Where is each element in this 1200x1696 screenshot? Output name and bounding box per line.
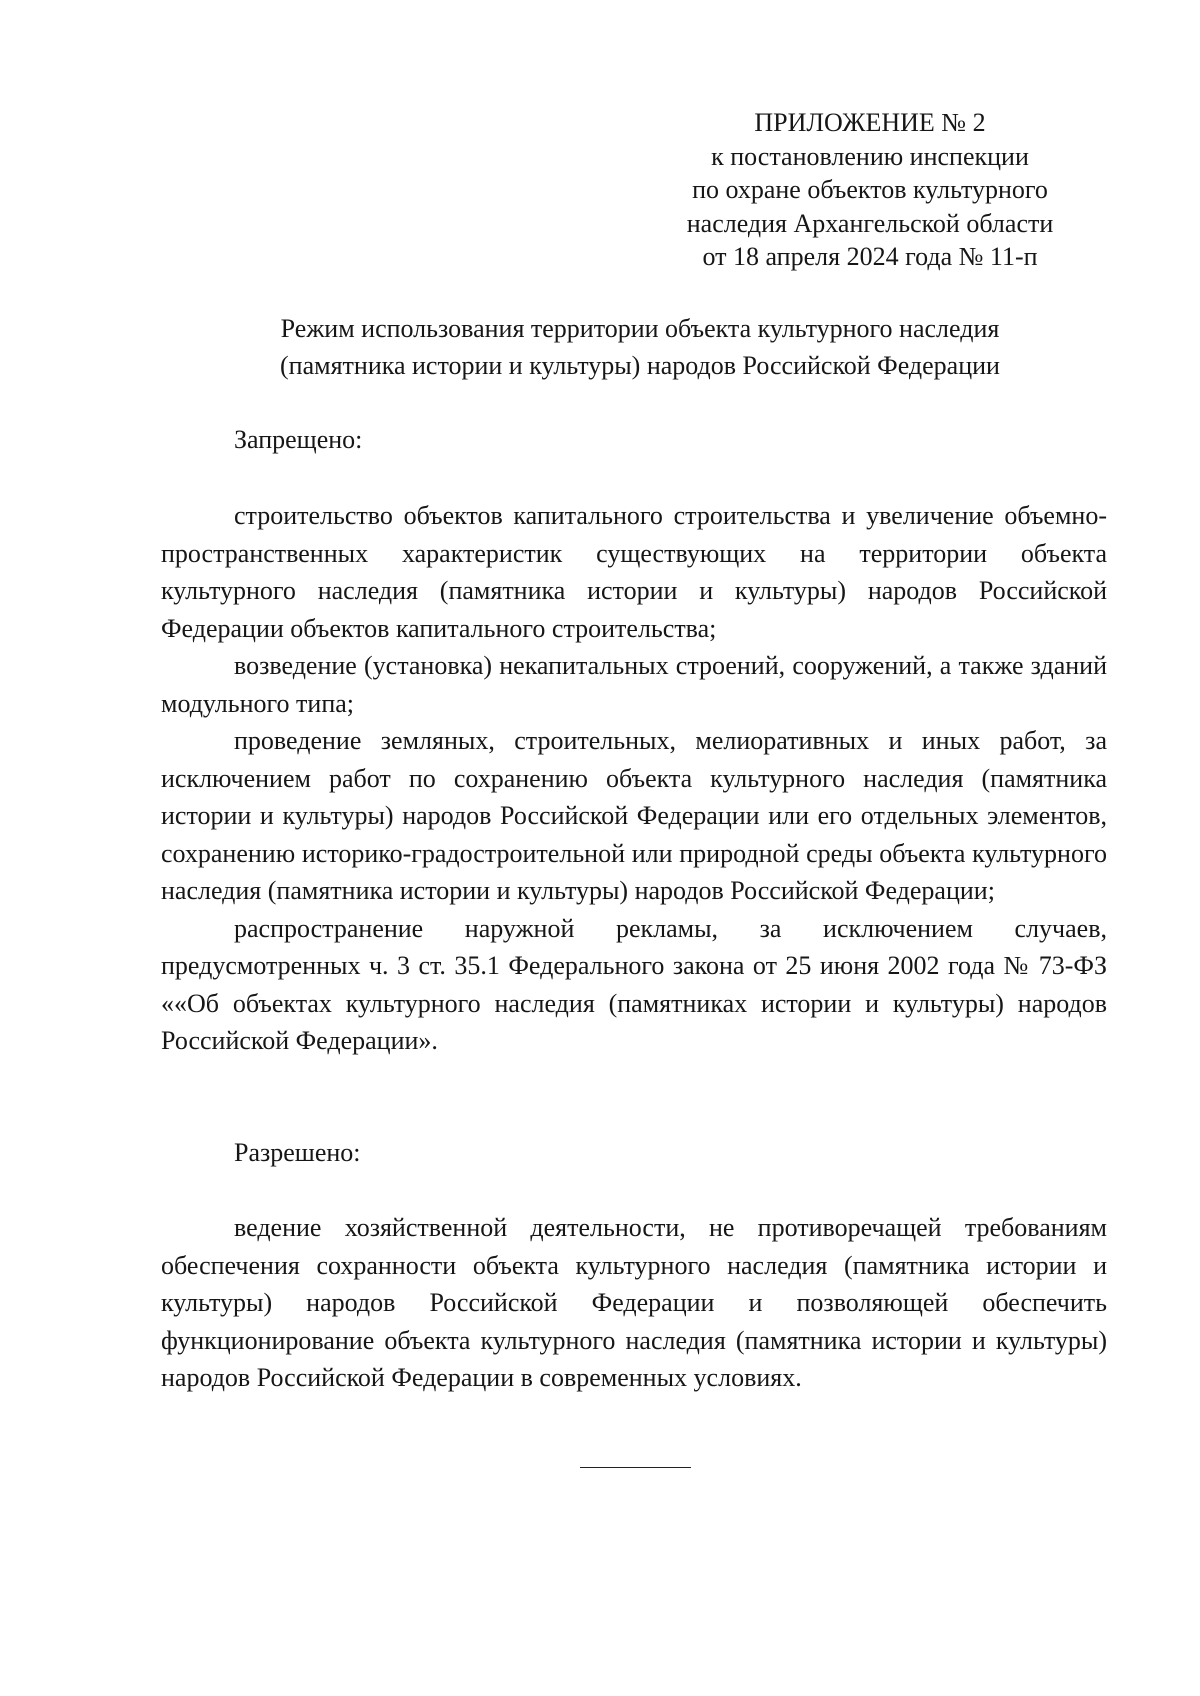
prohibited-heading: Запрещено: [234,425,363,454]
end-of-document-line [580,1467,691,1468]
prohibited-item: строительство объектов капитального строительства и увеличение объемно-пространственных характеристик существующих на территории объекта культурного наследия (памятника истории и культуры) народов Российской Федерации объектов капитального строительства; [161,501,1107,643]
appendix-number: ПРИЛОЖЕНИЕ № 2 [754,108,986,137]
appendix-reference-line-1: к постановлению инспекции [711,141,1029,171]
title-line-2: (памятника истории и культуры) народов Российской Федерации [280,351,1000,380]
prohibited-item: распространение наружной рекламы, за исключением случаев, предусмотренных ч. 3 ст. 35.1 Федерального закона от 25 июня 2002 года № 73-ФЗ ««Об объектах культурного наследия (памятниках истории и культуры) народов Российской Федерации». [161,913,1107,1055]
permitted-list [161,1209,1107,1397]
prohibited-list [161,497,1107,1060]
appendix-reference-line-3: наследия Архангельской области [686,208,1054,238]
document-title [160,310,1120,384]
appendix-reference-line-2: по охране объектов культурного [692,175,1048,204]
appendix-date-number: от 18 апреля 2024 года № 11-п [702,242,1038,271]
prohibited-item: проведение земляных, строительных, мелиоративных и иных работ, за исключением работ по сохранению объекта культурного наследия (памятника истории и культуры) народов Российской Федерации или его отдельных элементов, сохранению историко-градостроительной или природной среды объекта культурного наследия (памятника истории и культуры) народов Российской Федерации; [161,726,1107,905]
prohibited-item: возведение (установка) некапитальных строений, сооружений, а также зданий модульного типа; [161,651,1107,718]
appendix-header [640,106,1100,274]
title-line-1: Режим использования территории объекта культурного наследия [280,314,1000,343]
permitted-heading: Разрешено: [234,1138,361,1167]
permitted-item: ведение хозяйственной деятельности, не противоречащей требованиям обеспечения сохранности объекта культурного наследия (памятника истории и культуры) народов Российской Федерации и позволяющей обеспечить функционирование объекта культурного наследия (памятника истории и культуры) народов Российской Федерации в современных условиях. [161,1213,1107,1392]
